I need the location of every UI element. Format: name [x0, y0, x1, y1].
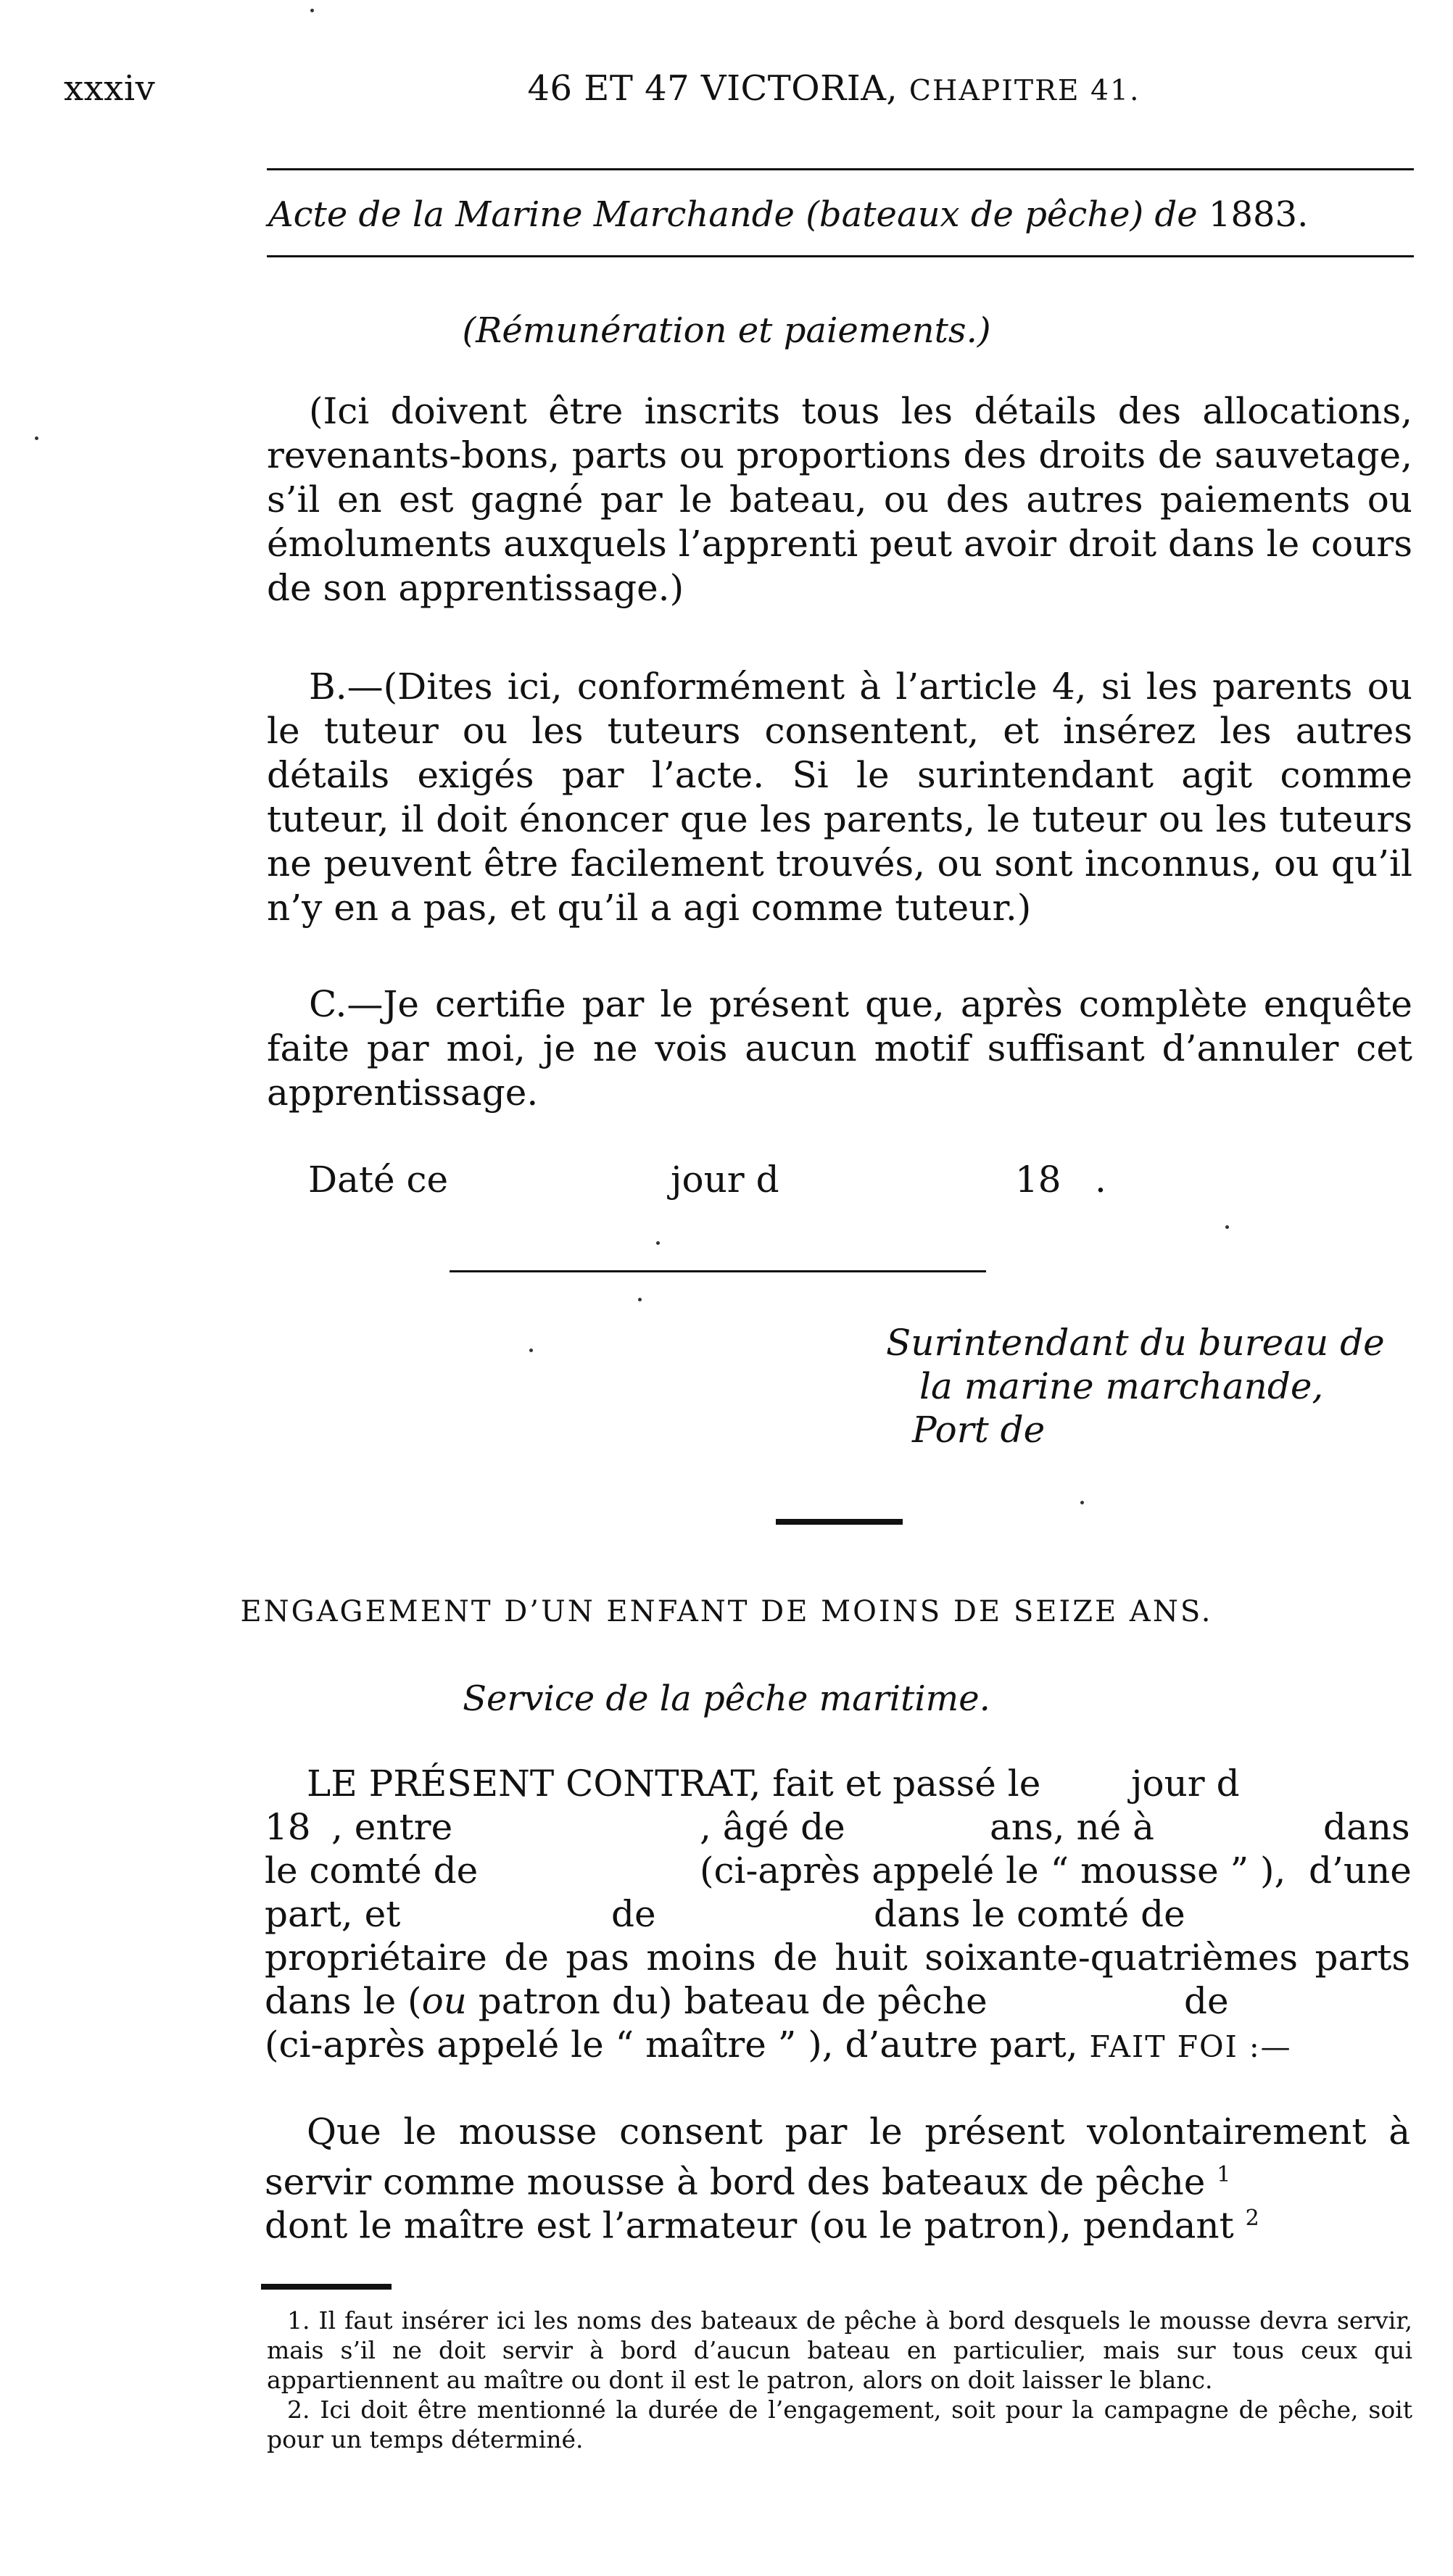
paragraph-b [267, 665, 1412, 930]
contract-line-6 [265, 1979, 1410, 2023]
contract-line-4-b: de [611, 1893, 656, 1935]
contract-line-5 [265, 1936, 1410, 1979]
contract-line-6-text [265, 1979, 988, 2023]
contract-line-6-ou: ou [421, 1980, 467, 2022]
scan-speck [638, 1298, 642, 1301]
scan-speck [529, 1349, 533, 1352]
contract-line-7-text [265, 2023, 1292, 2068]
signature-line-2: la marine marchande, [919, 1365, 1324, 1407]
que-line-2-body: servir comme mousse à bord des bateaux de pêche [265, 2161, 1206, 2203]
contract-line-4-c: dans le comté de [874, 1893, 1185, 1935]
footnote-ref-1: 1 [1217, 2162, 1231, 2187]
scan-speck [1080, 1501, 1084, 1504]
contract-line-3-b: (ci-après appelé le “ mousse ” ), [700, 1850, 1286, 1892]
scan-speck [310, 9, 314, 12]
dated-label: Daté ce [308, 1159, 449, 1201]
dated-day-label: jour d [671, 1159, 779, 1201]
running-chapter: CHAPITRE 41. [908, 74, 1141, 107]
paragraph-c [267, 982, 1412, 1115]
contract-line-2-d: ans, né à [990, 1806, 1154, 1848]
act-title-year: 1883. [1208, 194, 1309, 235]
fait-foi: FAIT FOI :— [1089, 2029, 1292, 2064]
signature-line [450, 1270, 986, 1272]
contract-line-6-c: patron du) bateau de pêche [466, 1980, 988, 2022]
contract-line-7-a: (ci-après appelé le “ maître ” ), d’autre part, [265, 2024, 1078, 2066]
signature-line-3: Port de [912, 1409, 1046, 1451]
contract-line-2 [265, 1805, 1410, 1849]
scan-speck [656, 1241, 660, 1245]
section-title: (Rémunération et paiements.) [462, 310, 991, 351]
contract-line-1-a: LE PRÉSENT CONTRAT, fait et passé le [307, 1763, 1041, 1805]
signature-block [886, 1321, 1385, 1451]
contract-line-4-a: part, et [265, 1893, 401, 1935]
details-text: (Ici doivent être inscrits tous les détails des allocations, revenants-bons, parts ou proportions des droits de sauvetage, s’il en est gagné par le bateau, ou des autres paiements ou émoluments auxquels l’apprenti peut avoir droit dans le cours de son apprentissage.) [267, 390, 1412, 609]
footnote-ref-2: 2 [1245, 2206, 1259, 2231]
header-rule-bottom [267, 255, 1414, 257]
contract-line-4 [265, 1892, 1410, 1936]
contract-line-2-e: dans [1323, 1806, 1410, 1848]
engagement-title: ENGAGEMENT D’UN ENFANT DE MOINS DE SEIZE ANS. [240, 1595, 1213, 1628]
act-title-text: Acte de la Marine Marchande (bateaux de pêche) de [268, 194, 1209, 235]
header-rule-top [267, 168, 1414, 170]
running-title: 46 ET 47 VICTORIA, [527, 68, 909, 109]
contract-line-7 [265, 2023, 1410, 2066]
act-title [268, 194, 1399, 235]
paragraph-b-text: B.—(Dites ici, conformément à l’article 4, si les parents ou le tuteur ou les tuteurs consentent, et insérez les autres détails exigés par l’acte. Si le surintendant agit comme tuteur, il doit énoncer que les parents, le tuteur ou les tuteurs ne peuvent être facilement trouvés, ou sont inconnus, ou qu’il n’y en a pas, et qu’il a agi comme tuteur.) [267, 666, 1412, 929]
contract-line-6-d: de [1184, 1980, 1229, 2022]
service-title: Service de la pêche maritime. [463, 1678, 990, 1719]
contract-line-2-c: , âgé de [700, 1806, 845, 1848]
contract-line-2-b: , entre [331, 1806, 453, 1848]
footnote-rule [261, 2284, 392, 2290]
dated-year-label: 18 [1015, 1159, 1061, 1201]
footnote-2: 2. Ici doit être mentionné la durée de l’engagement, soit pour la campagne de pêche, soit pour un temps déterminé. [267, 2395, 1412, 2453]
contract-text [265, 1762, 1412, 2247]
details-paragraph [267, 389, 1412, 610]
contract-line-2-a: 18 [265, 1806, 311, 1848]
signature-line-1: Surintendant du bureau de [886, 1322, 1385, 1364]
paragraph-c-text: C.—Je certifie par le présent que, après complète enquête faite par moi, je ne vois aucun motif suffisant d’annuler cet apprentissage. [267, 983, 1412, 1114]
page-number: xxxiv [64, 68, 156, 109]
scan-speck [35, 436, 38, 440]
section-divider [776, 1519, 903, 1525]
que-line-2 [265, 2153, 1410, 2203]
contract-line-1 [265, 1762, 1410, 1805]
que-line-3-text [265, 2197, 1259, 2248]
footnote-1: 1. Il faut insérer ici les noms des bateaux de pêche à bord desquels le mousse devra servir, mais s’il ne doit servir à bord d’aucun bateau en particulier, mais sur tous ceux qui appartiennent au maître ou dont il est le patron, alors on doit laisser le blanc. [267, 2306, 1412, 2394]
dated-period: . [1095, 1159, 1106, 1201]
que-line-1 [265, 2110, 1410, 2153]
que-line-3-body: dont le maître est l’armateur (ou le patron), pendant [265, 2204, 1234, 2247]
contract-line-6-a: dans le ( [265, 1980, 422, 2022]
contract-line-3-c: d’une [1309, 1850, 1412, 1892]
scan-speck [1225, 1225, 1229, 1229]
contract-line-3 [265, 1849, 1410, 1892]
contract-line-1-b: jour d [1131, 1763, 1240, 1805]
que-line-3 [265, 2197, 1410, 2247]
contract-line-3-a: le comté de [265, 1850, 479, 1892]
contract-line-5-text: propriétaire de pas moins de huit soixante-quatrièmes parts [265, 1937, 1410, 1979]
footnotes [267, 2306, 1412, 2454]
que-line-1-text: Que le mousse consent par le présent volontairement à [307, 2111, 1410, 2153]
running-header [363, 68, 1305, 109]
